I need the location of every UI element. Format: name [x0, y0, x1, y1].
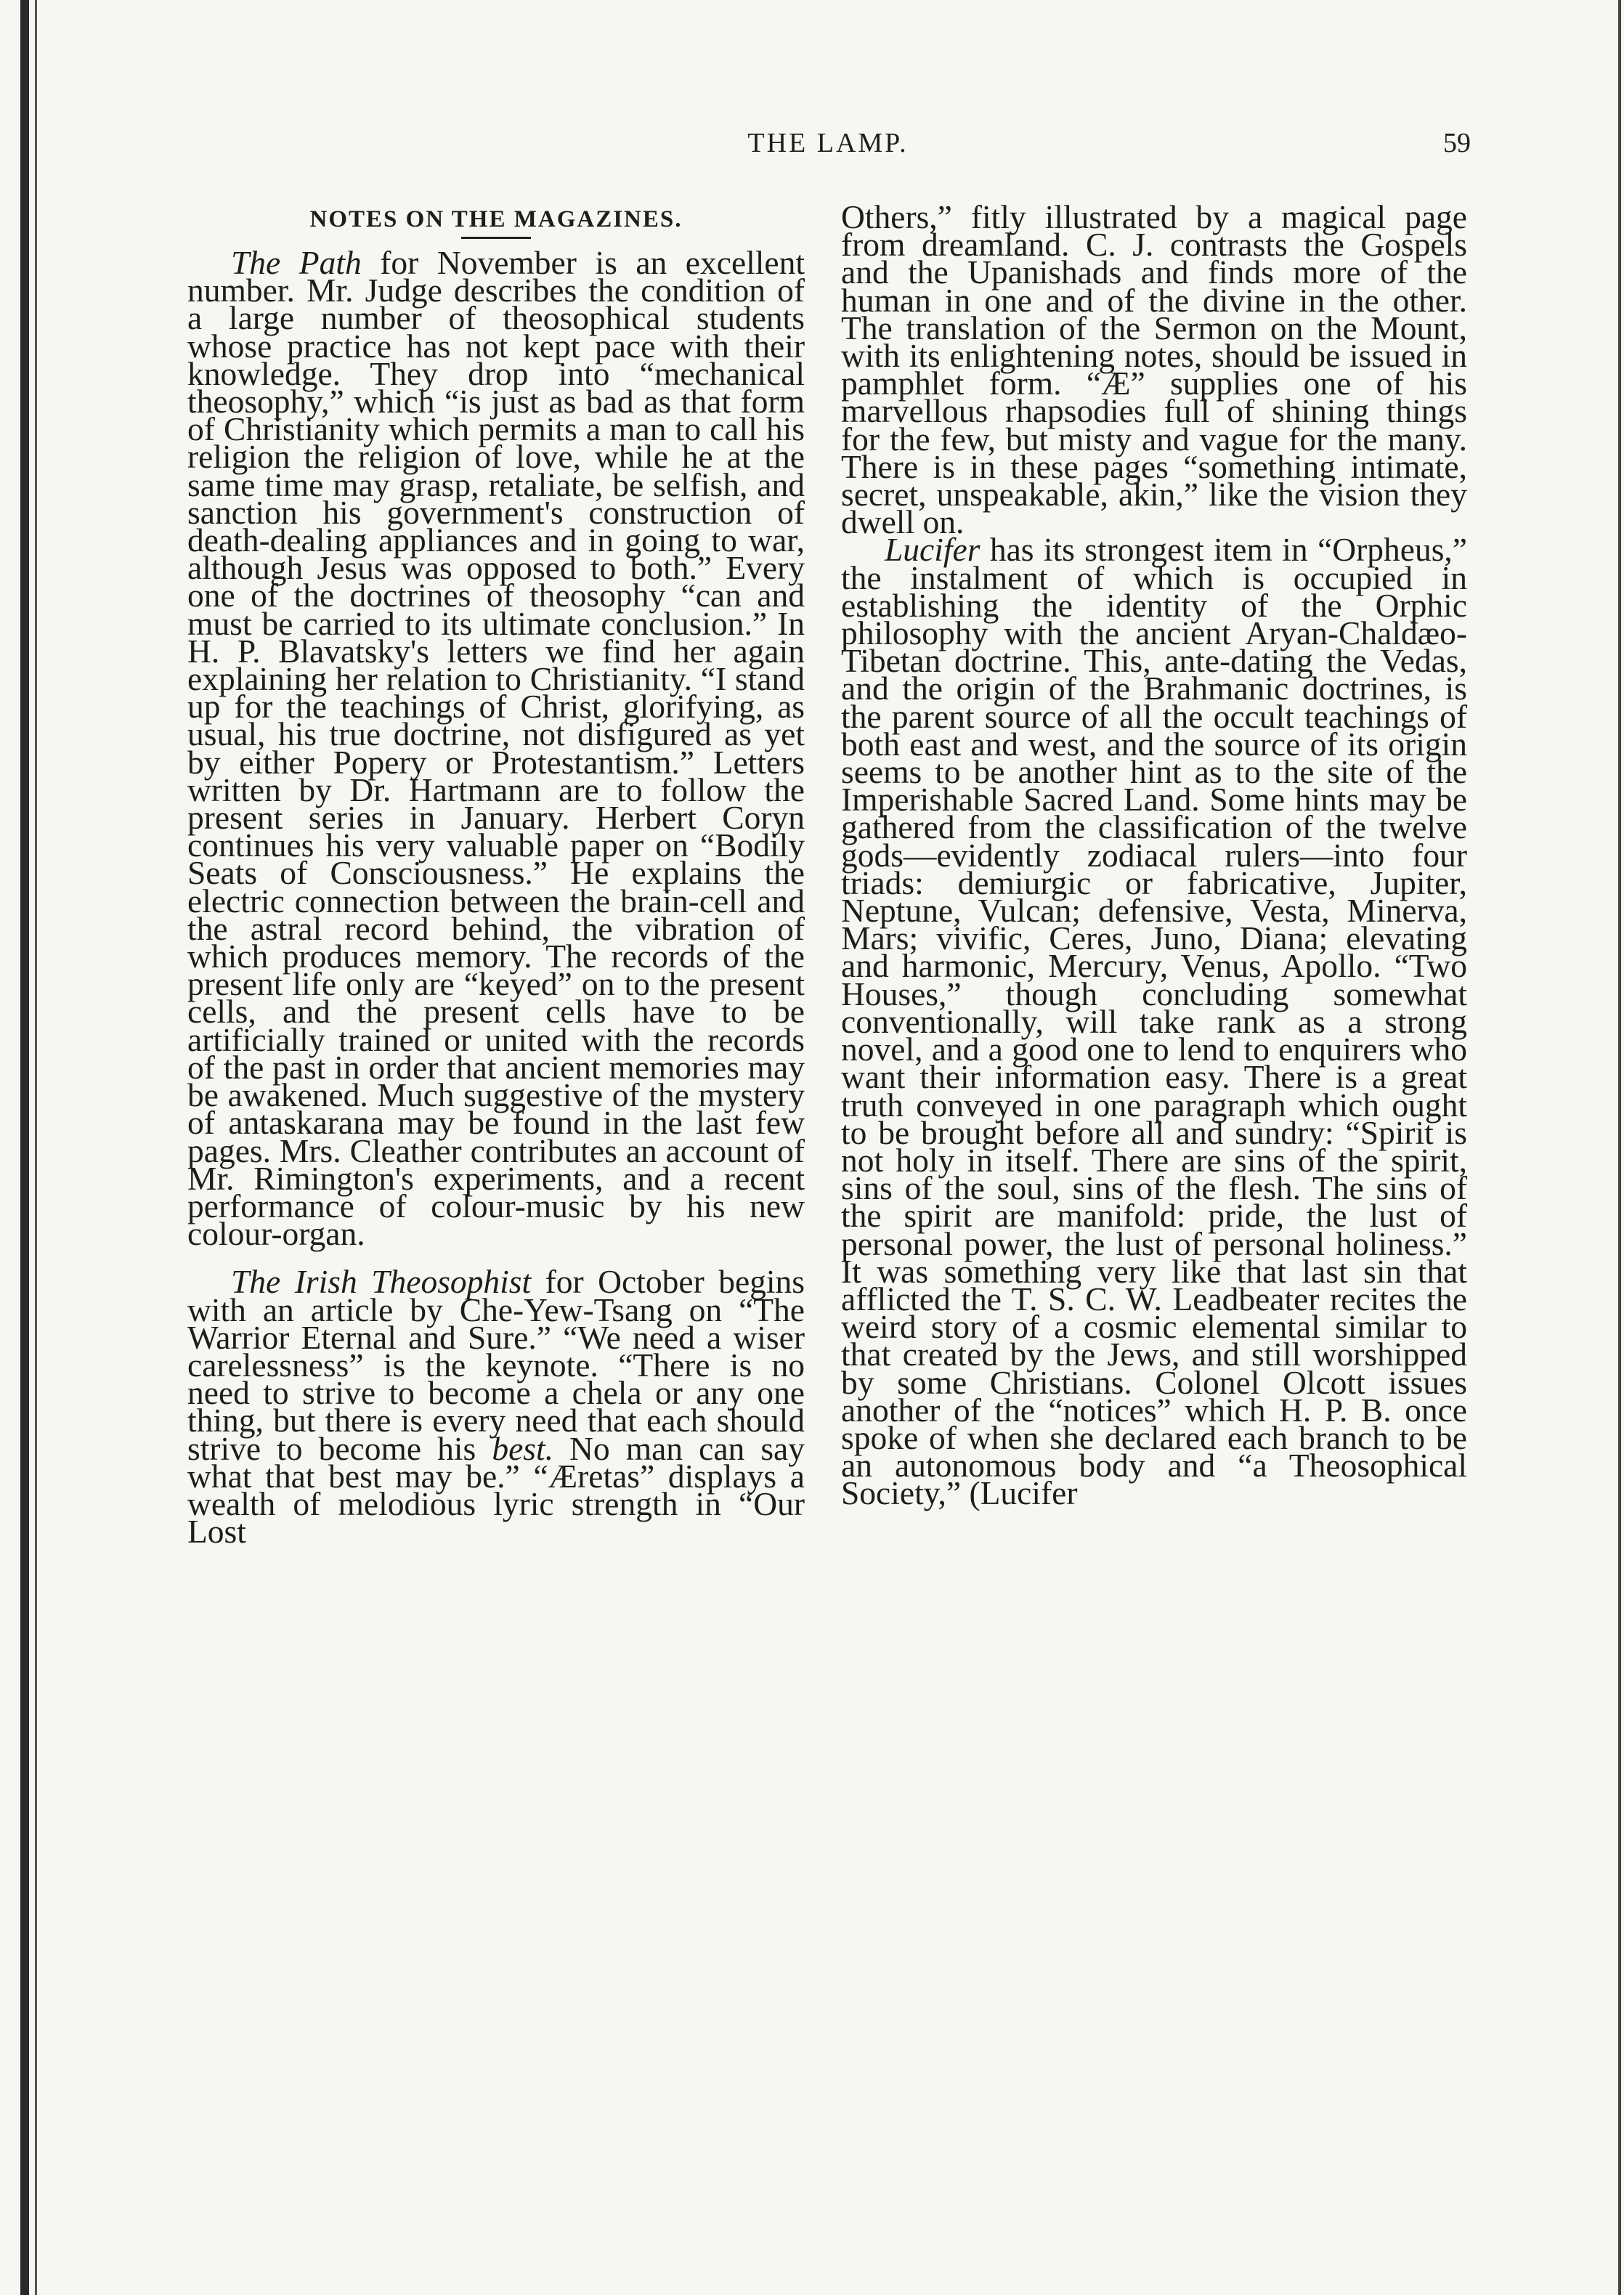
paragraph-irish-text-b: No man can say what that best may be.” “Æretas” displays a wealth of melodious lyric strength in “Our Lost — [187, 1429, 805, 1551]
paragraph-irish-theosophist — [187, 1263, 805, 1551]
section-title: NOTES ON THE MAGAZINES. — [309, 206, 683, 232]
page-edge-line-left — [35, 0, 37, 2295]
magazine-title-irish-theosophist: The Irish Theosophist — [231, 1263, 532, 1301]
paragraph-path — [187, 244, 805, 1253]
paragraph-lucifer-text: has its strongest item in “Orpheus,” the instalment of which is occupied in establishing the identity of the Orphic philosophy with the ancient Aryan-Chaldæo-Tibetan doctrine. This, ante-dating the Vedas, and the origin of the Brahmanic doctrines, is the parent source of all the occult teachings of both east and west, and the source of its origin seems to be another hint as to the site of the Imperishable Sacred Land. Some hints may be gathered from the classification of the twelve gods—evidently zodiacal rulers—into four triads: demiurgic or fabricative, Jupiter, Neptune, Vulcan; defensive, Vesta, Minerva, Mars; vivific, Ceres, Juno, Diana; elevating and harmonic, Mercury, Venus, Apollo. “Two Houses,” though concluding somewhat conventionally, will take rank as a strong novel, and a good one to lend to enquirers who want their information easy. There is a great truth conveyed in one paragraph which ought to be brought before all and sundry: “Spirit is not holy in itself. There are sins of the spirit, sins of the soul, sins of the flesh. The sins of the spirit are manifold: pride, the lust of personal power, the lust of personal holiness.” It was something very like that last sin that afflicted the T. S. C. W. Leadbeater recites the weird story of a cosmic elemental similar to that created by the Jews, and still worshipped by some Christians. Colonel Olcott issues another of the “notices” which H. P. B. once spoke of when she declared each branch to be an autonomous body and “a Theosophical Society,” (Lucifer — [841, 531, 1467, 1512]
running-head: THE LAMP. — [747, 128, 909, 158]
paragraph-continued: Others,” fitly illustrated by a magical page from dreamland. C. J. contrasts the Gospels and the Upanishads and finds more of the human in one and of the divine in the other. The translation of the Sermon on the Mount, with its enlightening notes, should be issued in pamphlet form. “Æ” supplies one of his marvellous rhapsodies full of shining things for the few, but misty and vague for the many. There is in these pages “something intimate, secret, unspeakable, akin,” like the vision they dwell on. — [841, 198, 1467, 541]
left-column — [187, 203, 805, 1551]
paragraph-path-text: for November is an excellent number. Mr. Judge describes the condition of a large number of theosophical students whose practice has not kept pace with their knowledge. They drop into “mechanical theosophy,” which “is just as bad as that form of Christianity which permits a man to call his religion the religion of love, while he at the same time may grasp, retaliate, be selfish, and sanction his government's construction of death-dealing appliances and in going to war, although Jesus was opposed to both.” Every one of the doctrines of theosophy “can and must be carried to its ultimate conclusion.” In H. P. Blavatsky's letters we find her again explaining her relation to Christianity. “I stand up for the teachings of Christ, glorifying, as usual, his true doctrine, not disfigured as yet by either Popery or Protestantism.” Letters written by Dr. Hartmann are to follow the present series in January. Herbert Coryn continues his very valuable paper on “Bodily Seats of Consciousness.” He explains the electric connection between the brain-cell and the astral record behind, the vibration of which produces memory. The records of the present life only are “keyed” on to the present cells, and the present cells have to be artificially trained or united with the records of the past in order that ancient memories may be awakened. Much suggestive of the mystery of antaskarana may be found in the last few pages. Mrs. Cleather contributes an account of Mr. Rimington's experiments, and a recent performance of colour-music by his new colour-organ. — [187, 244, 805, 1253]
emphasis-best: best. — [492, 1429, 553, 1467]
page-edge-shadow-left — [20, 0, 29, 2295]
magazine-title-path: The Path — [231, 244, 362, 281]
paragraph-lucifer — [841, 531, 1467, 1512]
magazine-title-lucifer: Lucifer — [885, 531, 981, 569]
paragraph-irish-text-a: for October begins with an article by Che-Yew-Tsang on “The Warrior Eternal and Sure.” “We need a wiser carelessness” is the keynote. “There is no need to strive to become a chela or any one thing, but there is every need that each should strive to become his — [187, 1263, 805, 1467]
title-rule — [461, 237, 531, 239]
page-header — [185, 120, 1471, 163]
page-edge-line-right — [1618, 0, 1621, 2295]
right-column — [841, 198, 1467, 1512]
page-number: 59 — [1443, 128, 1471, 158]
